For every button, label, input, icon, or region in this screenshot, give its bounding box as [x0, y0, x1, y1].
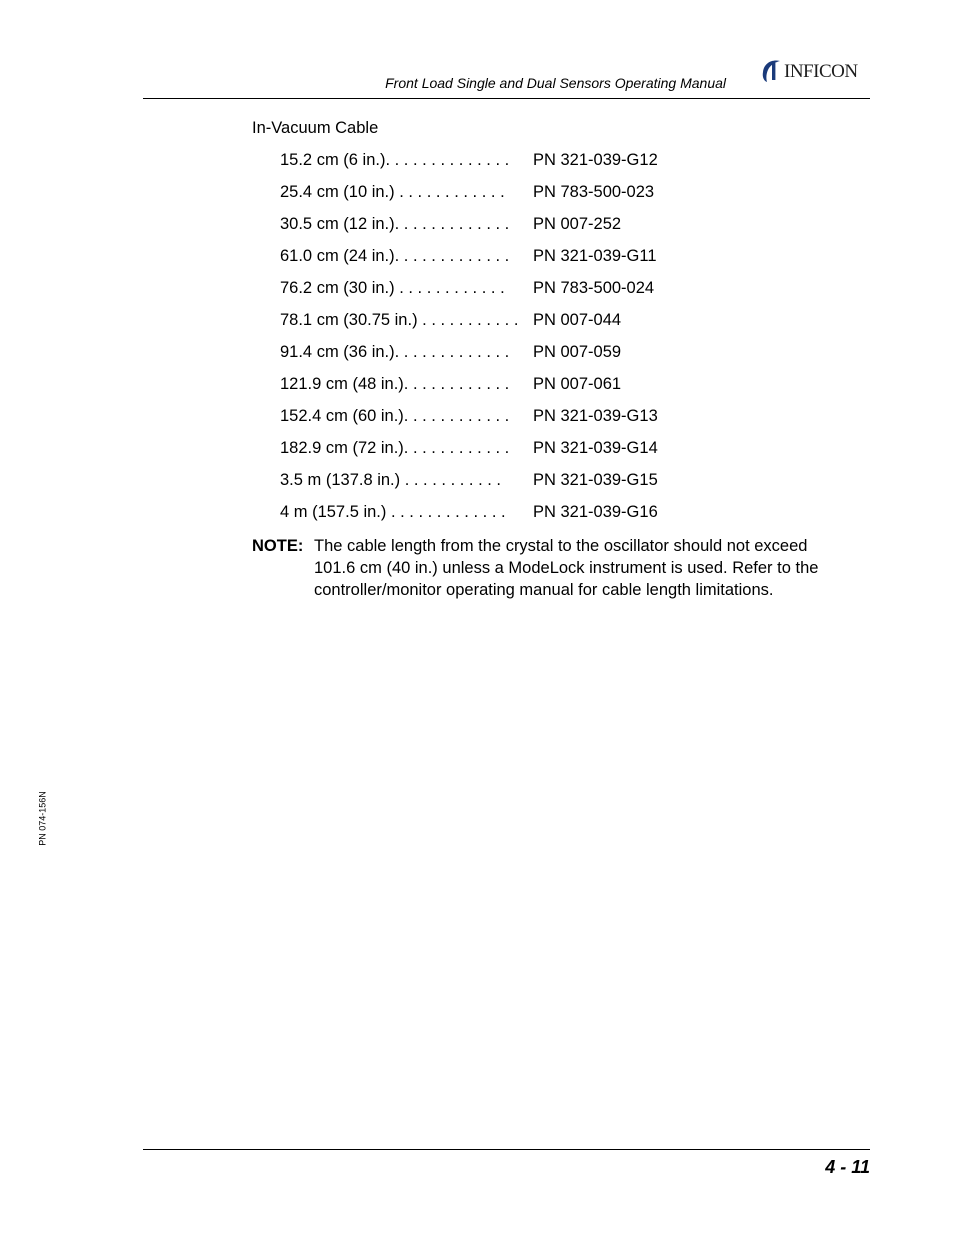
part-number: PN 321-039-G16	[533, 503, 658, 521]
part-number: PN 321-039-G11	[533, 247, 657, 265]
page-number: 4 - 11	[825, 1157, 870, 1177]
cable-length-leader: 3.5 m (137.8 in.) . . . . . . . . . . .	[280, 471, 501, 489]
part-number: PN 783-500-024	[533, 279, 655, 297]
note-block	[252, 535, 852, 601]
inficon-logo	[760, 58, 872, 84]
part-number: PN 321-039-G15	[533, 471, 658, 489]
document-part-number: PN 074-156N	[37, 791, 48, 846]
part-number: PN 007-061	[533, 375, 622, 393]
cable-length-leader: 182.9 cm (72 in.). . . . . . . . . . . .	[280, 439, 510, 457]
inficon-logo-text: INFICON	[784, 61, 858, 82]
part-number: PN 783-500-023	[533, 183, 655, 201]
section-heading: In-Vacuum Cable	[252, 119, 379, 137]
cable-length-leader: 91.4 cm (36 in.). . . . . . . . . . . . .	[280, 343, 510, 361]
footer-rule	[143, 1149, 870, 1150]
note-label: NOTE:	[252, 537, 304, 555]
cable-length-leader: 15.2 cm (6 in.). . . . . . . . . . . . . .	[280, 151, 510, 169]
part-number: PN 321-039-G13	[533, 407, 658, 425]
part-number: PN 007-252	[533, 215, 622, 233]
inficon-logo-mark-icon	[760, 58, 784, 84]
part-number: PN 007-044	[533, 311, 622, 329]
part-number: PN 007-059	[533, 343, 622, 361]
cable-length-leader: 25.4 cm (10 in.) . . . . . . . . . . . .	[280, 183, 505, 201]
cable-length-leader: 152.4 cm (60 in.). . . . . . . . . . . .	[280, 407, 510, 425]
cable-length-leader: 121.9 cm (48 in.). . . . . . . . . . . .	[280, 375, 510, 393]
cable-length-leader: 4 m (157.5 in.) . . . . . . . . . . . . .	[280, 503, 506, 521]
cable-length-leader: 30.5 cm (12 in.). . . . . . . . . . . . .	[280, 215, 510, 233]
cable-length-leader: 61.0 cm (24 in.). . . . . . . . . . . . .	[280, 247, 510, 265]
header-rule	[143, 98, 870, 99]
running-header-title: Front Load Single and Dual Sensors Operating Manual	[385, 75, 726, 91]
cable-length-leader: 78.1 cm (30.75 in.) . . . . . . . . . . .	[280, 311, 519, 329]
part-number: PN 321-039-G12	[533, 151, 658, 169]
part-number: PN 321-039-G14	[533, 439, 658, 457]
note-text: The cable length from the crystal to the oscillator should not exceed 101.6 cm (40 in.) unless a ModeLock instrument is used. Refer to the controller/monitor operating manual for cable length limitations.	[314, 537, 819, 599]
cable-length-leader: 76.2 cm (30 in.) . . . . . . . . . . . .	[280, 279, 505, 297]
